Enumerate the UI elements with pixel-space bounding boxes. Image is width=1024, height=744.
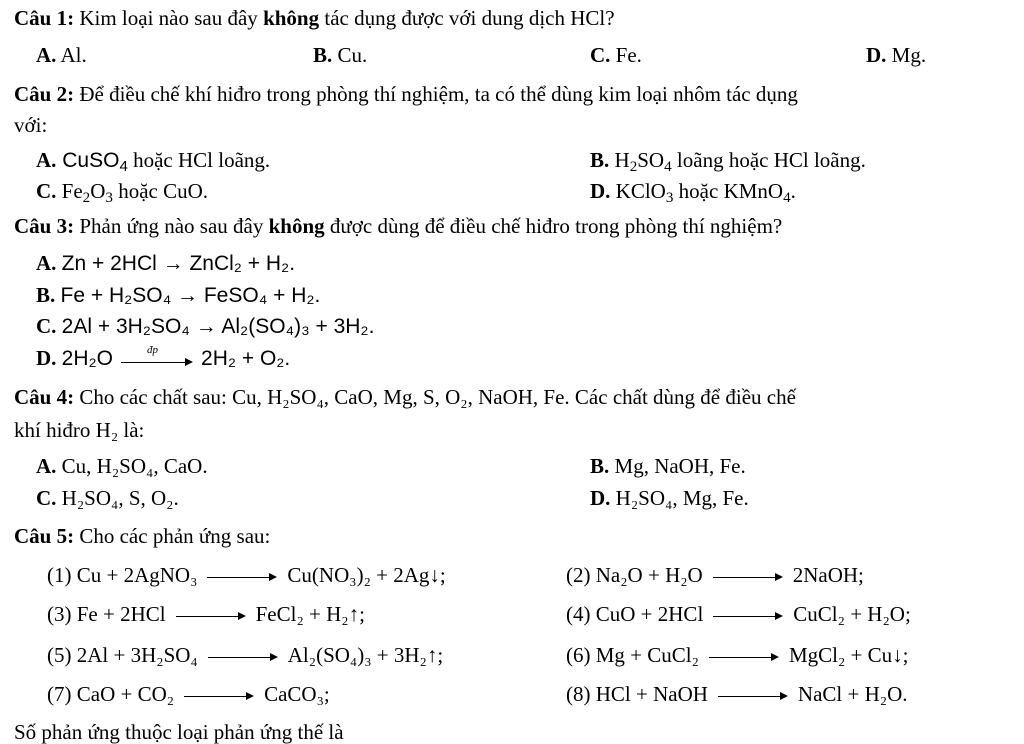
question-1-text-pre: Kim loại nào sau đây [74,6,264,30]
q2-option-b: B. $H_2SO_4$ loãng hoặc HCl loãng. [590,148,866,176]
q4-option-a: A. Cu, H₂SO₄, CaO. [36,454,208,478]
q2-option-a: A. CuSO$_4$ hoặc HCl loãng. [36,148,271,176]
reaction-2: (2) Na₂O + H₂O 2NaOH; [566,563,864,587]
reaction-7: (7) CaO + CO₂ CaCO₃; [47,682,330,706]
q1-option-d: D. Mg. [866,43,927,67]
question-5-label: Câu 5: [14,524,75,548]
question-4-stem-line2: khí hiđro H₂ là: [14,418,145,442]
question-4-label: Câu 4: [14,385,75,409]
q3-option-d: D. 2H₂O đp 2H₂ + O₂. [36,344,291,370]
question-2-stem-line1: Câu 2: Để điều chế khí hiđro trong phòng thí nghiệm, ta có thể dùng kim loại nhôm tác dụng [14,82,798,106]
question-1-text-post: tác dụng được với dung dịch HCl? [319,6,615,30]
q4-option-c: C. H₂SO₄, S, O₂. [36,486,179,510]
q3-option-a: A. Zn + 2HCl → ZnCl₂ + H₂. [36,251,296,275]
q1-option-c: C. Fe. [590,43,642,67]
reaction-6: (6) Mg + CuCl₂ MgCl₂ + Cu↓; [566,643,909,667]
reaction-5: (5) 2Al + 3H₂SO₄ Al₂(SO₄)₃ + 3H₂↑; [47,643,444,667]
question-2-label: Câu 2: [14,82,75,106]
q2-option-c: C. $Fe_2O_3$ hoặc CuO. [36,179,209,207]
reaction-1: (1) Cu + 2AgNO₃ Cu(NO₃)₂ + 2Ag↓; [47,563,446,587]
q1-option-a: A. Al. [36,43,87,67]
q3-option-b: B. Fe + H₂SO₄ → FeSO₄ + H₂. [36,283,321,307]
q4-option-d: D. H₂SO₄, Mg, Fe. [590,486,749,510]
electrolysis-arrow: đp [121,353,193,367]
question-3-stem: Câu 3: Phản ứng nào sau đây không được dùng để điều chế hiđro trong phòng thí nghiệm? [14,214,783,238]
question-5-closing: Số phản ứng thuộc loại phản ứng thế là [14,720,344,744]
q3-option-c: C. 2Al + 3H₂SO₄ → Al₂(SO₄)₃ + 3H₂. [36,314,375,338]
reaction-3: (3) Fe + 2HCl FeCl₂ + H₂↑; [47,602,365,626]
question-4-stem-line1: Câu 4: Cho các chất sau: Cu, H₂SO₄, CaO, Mg, S, O₂, NaOH, Fe. Các chất dùng để điều chế [14,385,796,409]
question-2-stem-line2: với: [14,113,48,137]
question-1-label: Câu 1: [14,6,75,30]
question-5-stem: Câu 5: Cho các phản ứng sau: [14,524,271,548]
q4-option-b: B. Mg, NaOH, Fe. [590,454,746,478]
reaction-4: (4) CuO + 2HCl CuCl₂ + H₂O; [566,602,911,626]
question-3-label: Câu 3: [14,214,75,238]
question-1-stem [14,8,615,29]
q2-option-d: D. KClO$_3$ hoặc KMnO$_4$. [590,179,796,207]
question-1-text-bold: không [263,6,320,30]
reaction-8: (8) HCl + NaOH NaCl + H₂O. [566,682,908,706]
q1-option-b: B. Cu. [313,43,368,67]
